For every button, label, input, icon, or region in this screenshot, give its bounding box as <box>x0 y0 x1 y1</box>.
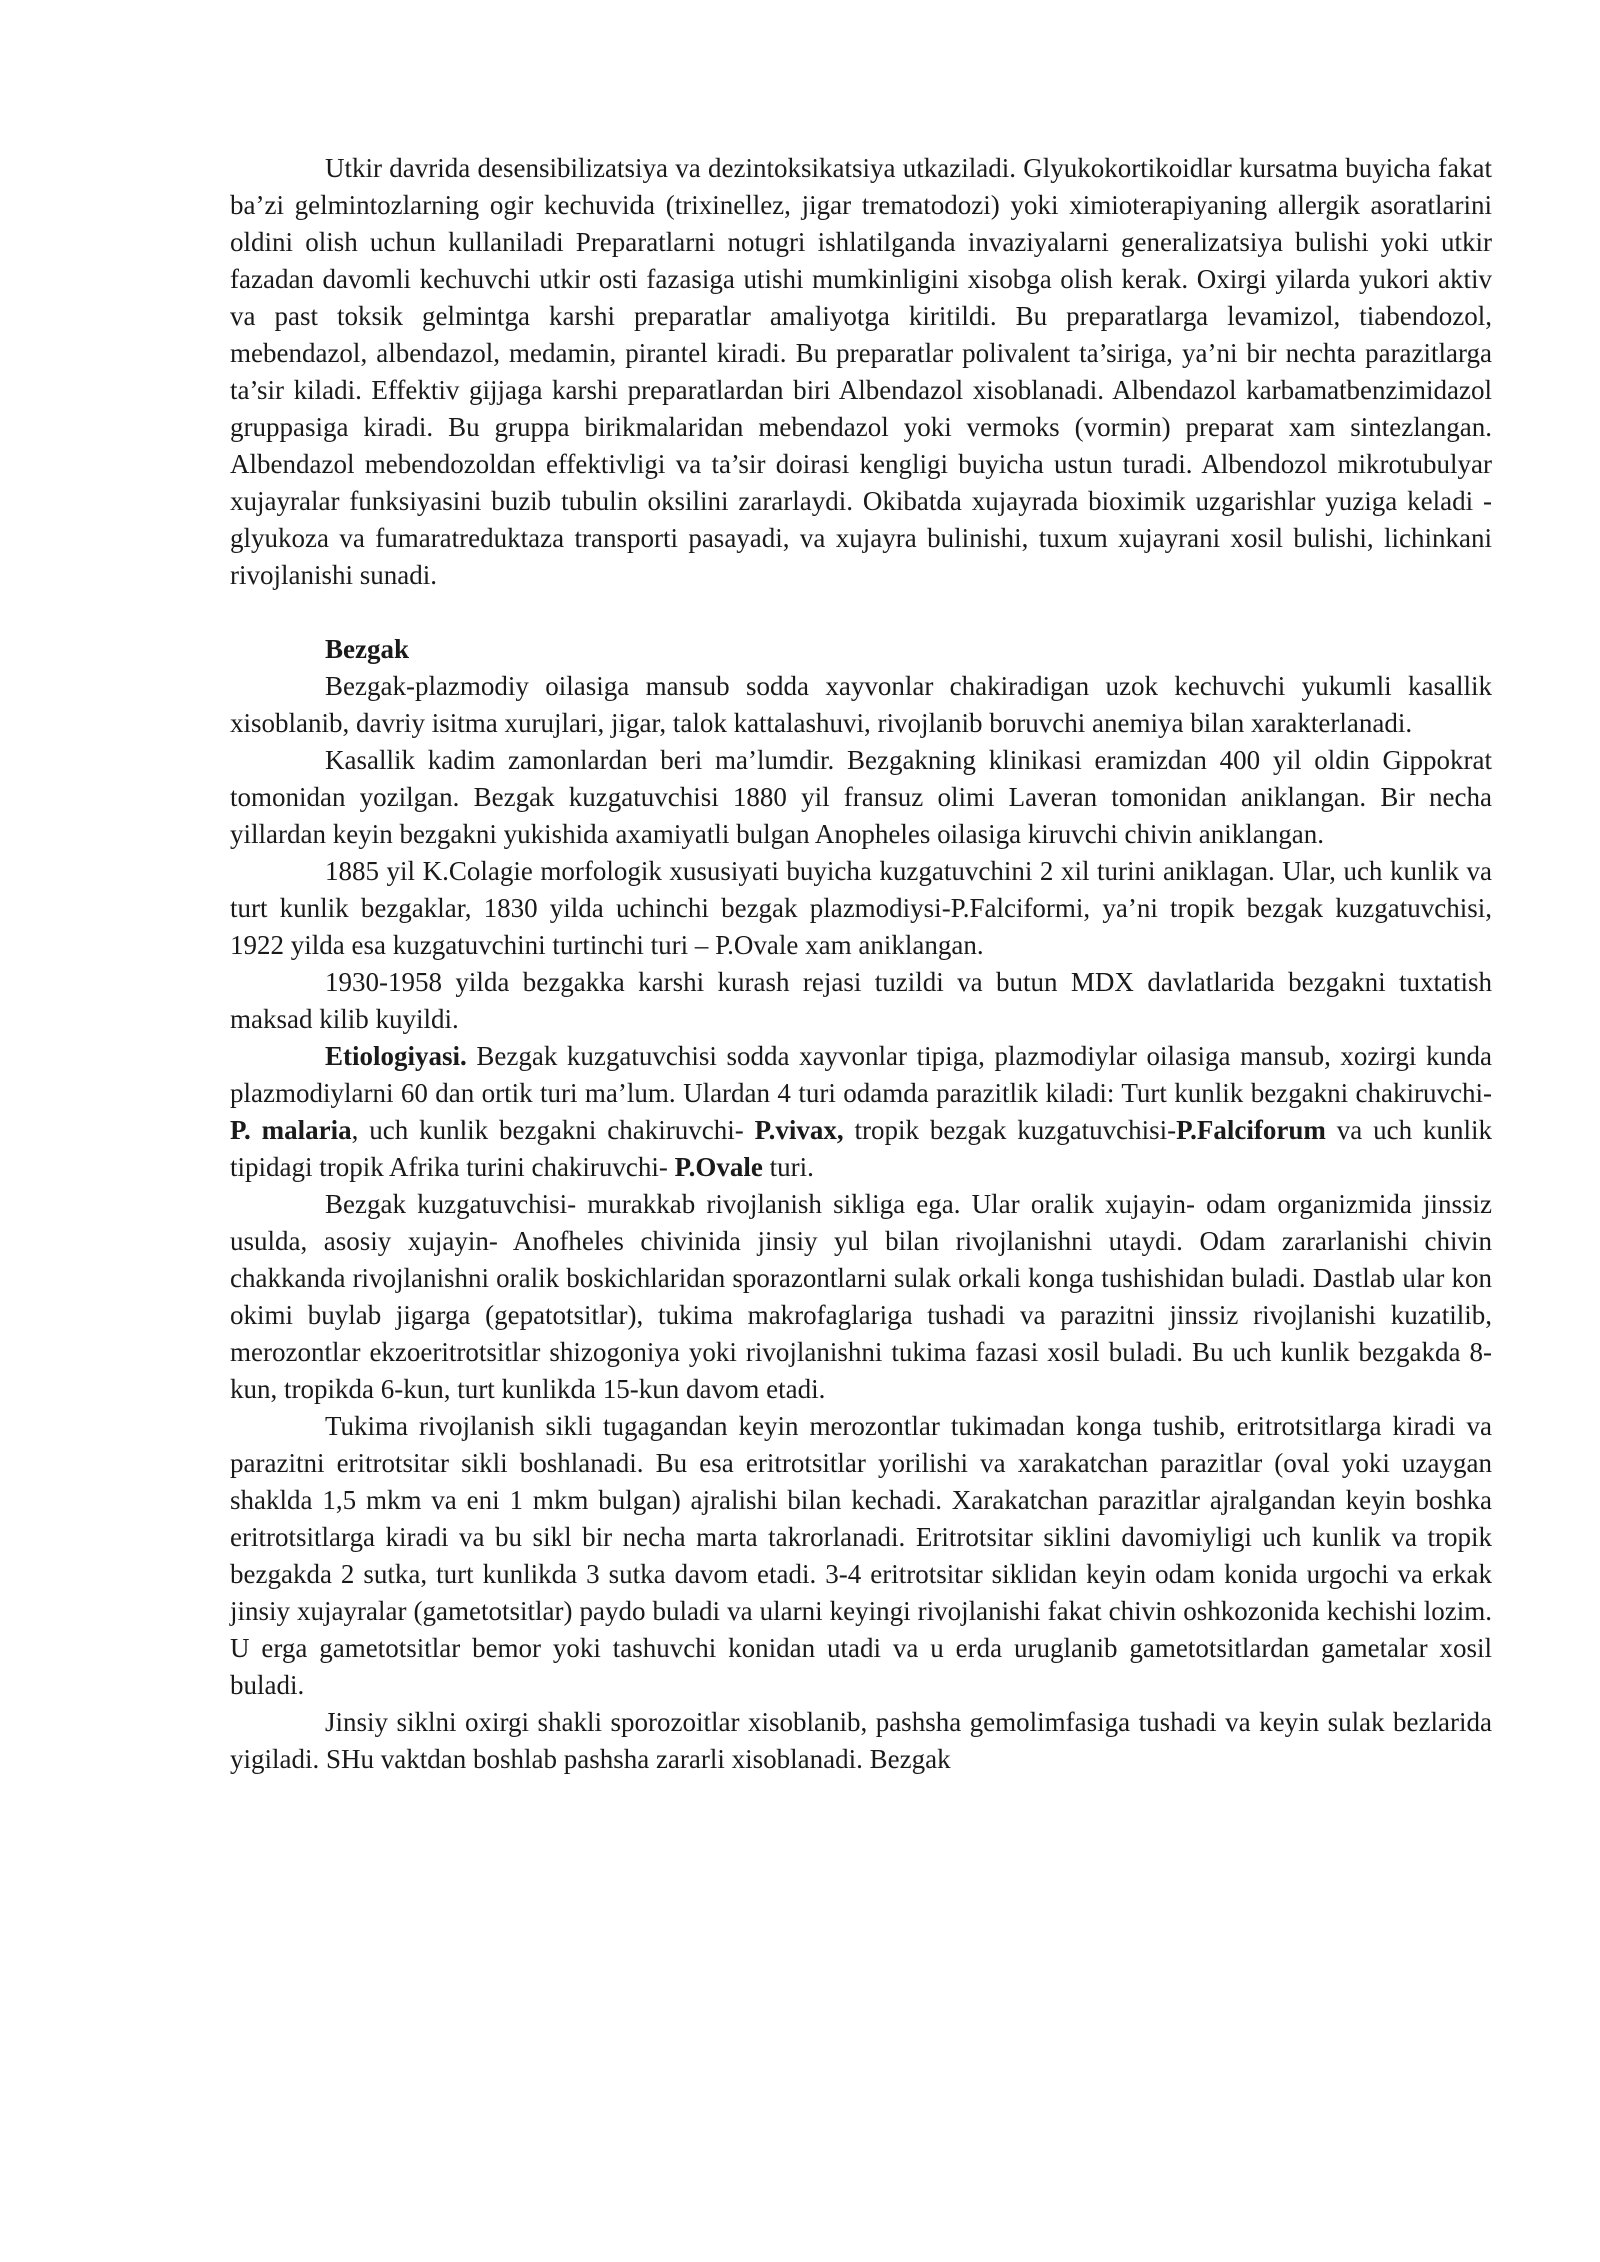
section-heading-bezgak: Bezgak <box>325 634 409 664</box>
paragraph-etiology <box>230 1038 1492 1186</box>
paragraph-life-cycle: Bezgak kuzgatuvchisi- murakkab rivojlanish sikliga ega. Ular oralik xujayin- odam organizmida jinssiz usulda, asosiy xujayin- Anofheles chivinida jinsiy yul bilan rivojlanishni utaydi. Odam zararlanishi chivin chakkanda rivojlanishni oralik boskichlaridan sporazontlarni sulak orkali konga tushishidan buladi. Dastlab ular kon okimi buylab jigarga (gepatotsitlar), tukima makrofaglariga tushadi va parazitni jinssiz rivojlanishi kuzatilib, merozontlar ekzoeritrotsitlar shizogoniya yoki rivojlanishni tukima fazasi xosil buladi. Bu uch kunlik bezgakda 8-kun, tropikda 6-kun, turt kunlikda 15-kun davom etadi. <box>230 1189 1492 1404</box>
etiology-label: Etiologiyasi. <box>325 1041 467 1071</box>
paragraph-treatment: Utkir davrida desensibilizatsiya va dezintoksikatsiya utkaziladi. Glyukokortikoidlar kursatma buyicha fakat ba’zi gelmintozlarning ogir kechuvida (trixinellez, jigar trematodozi) yoki ximioterapiyaning allergik asoratlarini oldini olish uchun kullaniladi Preparatlarni notugri ishlatilganda invaziyalarni generalizatsiya bulishi yoki utkir fazadan davomli kechuvchi utkir osti fazasiga utishi mumkinligini xisobga olish kerak. Oxirgi yilarda yukori aktiv va past toksik gelmintga karshi preparatlar amaliyotga kiritildi. Bu preparatlarga levamizol, tiabendozol, mebendazol, albendazol, medamin, pirantel kiradi. Bu preparatlar polivalent ta’siriga, ya’ni bir nechta parazitlarga ta’sir kiladi. Effektiv gijjaga karshi preparatlardan biri Albendazol xisoblanadi. Albendazol karbamatbenzimidazol gruppasiga kiradi. Bu gruppa birikmalaridan mebendazol yoki vermoks (vormin) preparat xam sintezlangan. Albendazol mebendozoldan effektivligi va ta’sir doirasi kengligi buyicha ustun turadi. Albendozol mikrotubulyar xujayralar funksiyasini buzib tubulin oksilini zararlaydi. Okibatda xujayrada bioximik uzgarishlar yuziga keladi - glyukoza va fumaratreduktaza transporti pasayadi, va xujayra bulinishi, tuxum xujayrani xosil bulishi, lichinkani rivojlanishi sunadi. <box>230 153 1492 590</box>
species-malaria: P. malaria <box>230 1115 352 1145</box>
document-page <box>230 150 1492 1778</box>
etiology-text-1: Bezgak kuzgatuvchisi sodda xayvonlar tipiga, plazmodiylar oilasiga mansub, xozirgi kunda plazmodiylarni 60 dan ortik turi ma’lum. Ulardan 4 turi odamda parazitlik kiladi: Turt kunlik bezgakni chakiruvchi- <box>230 1041 1492 1108</box>
paragraph-history: Kasallik kadim zamonlardan beri ma’lumdir. Bezgakning klinikasi eramizdan 400 yil oldin Gippokrat tomonidan yozilgan. Bezgak kuzgatuvchisi 1880 yil fransuz olimi Laveran tomonidan aniklangan. Bir necha yillardan keyin bezgakni yukishida axamiyatli bulgan Anopheles oilasiga kiruvchi chivin aniklangan. <box>230 745 1492 849</box>
paragraph-discovery: 1885 yil K.Colagie morfologik xususiyati buyicha kuzgatuvchini 2 xil turini aniklagan. Ular, uch kunlik va turt kunlik bezgaklar, 1830 yilda uchinchi bezgak plazmodiysi-P.Falciformi, ya’ni tropik bezgak kuzgatuvchisi, 1922 yilda esa kuzgatuvchini turtinchi turi – P.Ovale xam aniklangan. <box>230 856 1492 960</box>
paragraph-eradication: 1930-1958 yilda bezgakka karshi kurash rejasi tuzildi va butun MDX davlatlarida bezgakni tuxtatish maksad kilib kuyildi. <box>230 967 1492 1034</box>
species-vivax: P.vivax, <box>754 1115 844 1145</box>
species-falciforum: P.Falciforum <box>1176 1115 1326 1145</box>
paragraph-definition: Bezgak-plazmodiy oilasiga mansub sodda xayvonlar chakiradigan uzok kechuvchi yukumli kasallik xisoblanib, davriy isitma xurujlari, jigar, talok kattalashuvi, rivojlanib boruvchi anemiya bilan xarakterlanadi. <box>230 671 1492 738</box>
paragraph-erythrocytic-cycle: Tukima rivojlanish sikli tugagandan keyin merozontlar tukimadan konga tushib, eritrotsitlarga kiradi va parazitni eritrotsitar sikli boshlanadi. Bu esa eritrotsitlar yorilishi va xarakatchan parazitlar (oval yoki uzaygan shaklda 1,5 mkm va eni 1 mkm bulgan) ajralishi bilan kechadi. Xarakatchan parazitlar ajralgandan keyin boshka eritrotsitlarga kiradi va bu sikl bir necha marta takrorlanadi. Eritrotsitar siklini davomiyligi uch kunlik va tropik bezgakda 2 sutka, turt kunlikda 3 sutka davom etadi. 3-4 eritrotsitar siklidan keyin odam konida urgochi va erkak jinsiy xujayralar (gametotsitlar) paydo buladi va ularni keyingi rivojlanishi fakat chivin oshkozonida kechishi lozim. U erga gametotsitlar bemor yoki tashuvchi konidan utadi va u erda uruglanib gametotsitlardan gametalar xosil buladi. <box>230 1411 1492 1700</box>
etiology-text-5: turi. <box>762 1152 814 1182</box>
etiology-text-4: va uch kunlik tipidagi tropik Afrika turini chakiruvchi- <box>230 1115 1492 1182</box>
paragraph-sexual-cycle: Jinsiy siklni oxirgi shakli sporozoitlar xisoblanib, pashsha gemolimfasiga tushadi va keyin sulak bezlarida yigiladi. SHu vaktdan boshlab pashsha zararli xisoblanadi. Bezgak <box>230 1707 1492 1774</box>
etiology-text-2: , uch kunlik bezgakni chakiruvchi- <box>351 1115 755 1145</box>
etiology-text-3: tropik bezgak kuzgatuvchisi- <box>843 1115 1177 1145</box>
species-ovale: P.Ovale <box>674 1152 763 1182</box>
